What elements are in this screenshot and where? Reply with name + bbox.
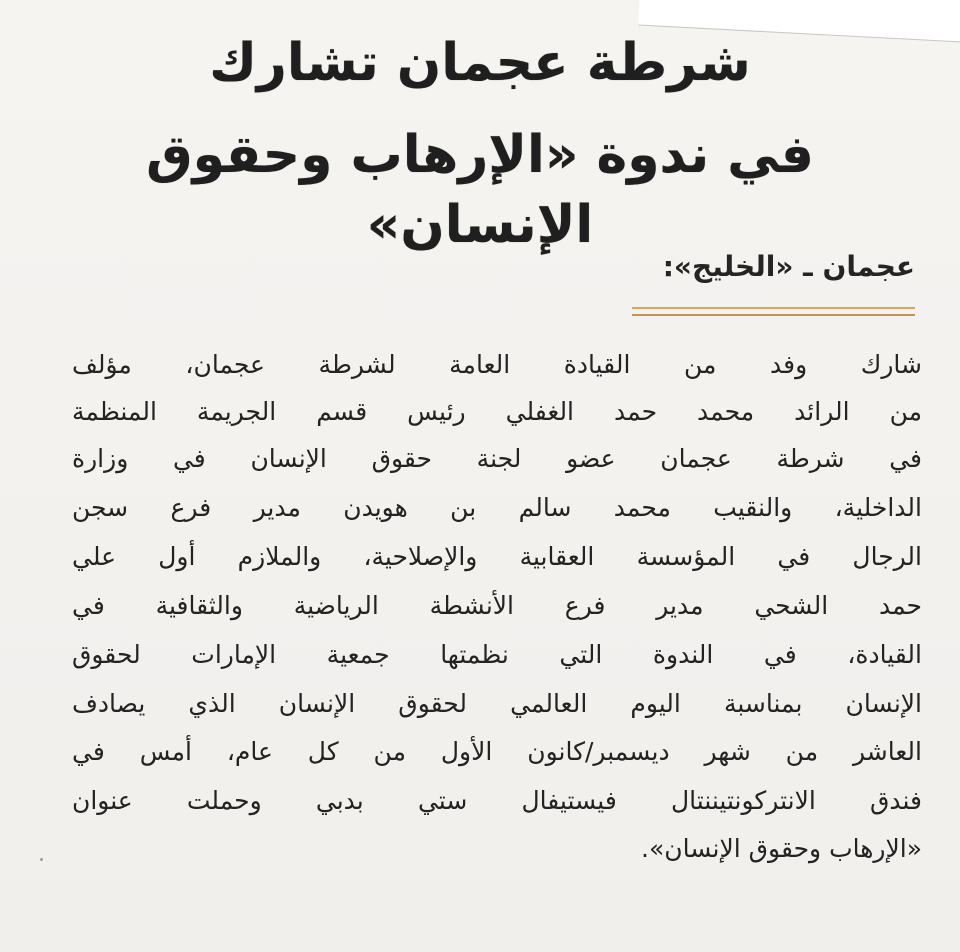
body-line-10: فندق الانتركونتيننتال فيستيفال ستي بدبي وحملت عنوان	[72, 786, 922, 815]
body-line-9: العاشر من شهر ديسمبر/كانون الأول من كل عام، أمس في	[72, 737, 922, 766]
body-line-5: الرجال في المؤسسة العقابية والإصلاحية، والملازم أول علي	[72, 542, 922, 571]
headline-line-2: في ندوة «الإرهاب وحقوق الإنسان»	[146, 125, 814, 255]
body-line-6: حمد الشحي مدير فرع الأنشطة الرياضية والثقافية في	[72, 591, 922, 620]
body-line-3: في شرطة عجمان عضو لجنة حقوق الإنسان في وزارة	[72, 444, 922, 473]
body-line-4: الداخلية، والنقيب محمد سالم بن هويدن مدير فرع سجن	[72, 493, 922, 522]
body-line-11: «الإرهاب وحقوق الإنسان».	[641, 834, 922, 863]
byline-underline	[632, 307, 915, 316]
dateline-byline: عجمان ـ «الخليج»:	[662, 250, 915, 283]
body-line-1: شارك وفد من القيادة العامة لشرطة عجمان، مؤلف	[72, 350, 922, 379]
headline-line-1: شرطة عجمان تشارك	[209, 33, 751, 93]
body-line-8: الإنسان بمناسبة اليوم العالمي لحقوق الإنسان الذي يصادف	[72, 689, 922, 718]
scan-speck	[40, 858, 43, 861]
body-line-2: من الرائد محمد حمد الغفلي رئيس قسم الجريمة المنظمة	[72, 397, 922, 426]
body-line-7: القيادة، في الندوة التي نظمتها جمعية الإمارات لحقوق	[72, 640, 922, 669]
